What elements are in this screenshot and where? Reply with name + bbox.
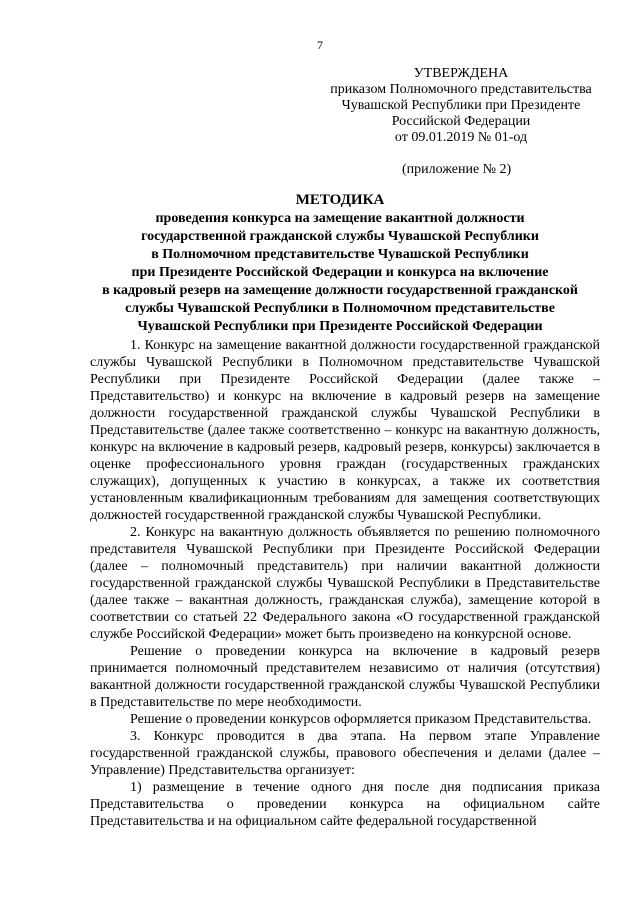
approval-line: Российской Федерации	[391, 114, 531, 129]
approval-heading: УТВЕРЖДЕНА	[413, 66, 509, 81]
approval-line: от 09.01.2019 № 01-од	[394, 130, 528, 145]
body-paragraph: 3. Конкурс проводится в два этапа. На первом этапе Управление государственной гражданской службы, правового обеспечения и делами (далее – Управление) Представительства организует:	[90, 729, 600, 778]
document-subtitle-line: службы Чувашской Республики в Полномочном представительстве	[125, 301, 555, 316]
document-subtitle-line: в кадровый резерв на замещение должности государственной гражданской	[102, 283, 578, 298]
approval-line: Чувашской Республики при Президенте	[341, 98, 581, 113]
approval-stamp	[330, 66, 592, 146]
annex-label: (приложение № 2)	[402, 162, 512, 177]
document-subtitle-line: Чувашской Республики при Президенте Российской Федерации	[137, 319, 543, 334]
body-paragraph: 2. Конкурс на вакантную должность объявляется по решению полномочного представителя Чувашской Республики при Президенте Российской Федерации (далее – полномочный представитель) при наличии вакантной должности государственной гражданской службы Чувашской Республики в Представительстве (далее также – вакантная должность, гражданская служба), замещение которой в соответствии со статьей 22 Федерального закона «О государственной гражданской службе Российской Федерации» может быть произведено на конкурсной основе.	[90, 525, 600, 642]
body-paragraph: Решение о проведении конкурса на включение в кадровый резерв принимается полномочный представителем независимо от наличия (отсутствия) вакантной должности государственной гражданской службы Чувашской Республики в Представительстве по мере необходимости.	[90, 644, 600, 710]
page-number: 7	[317, 38, 323, 52]
document-subtitle-line: при Президенте Российской Федерации и конкурса на включение	[131, 265, 549, 280]
document-body	[90, 337, 600, 830]
document-title: МЕТОДИКА	[295, 192, 385, 208]
document-subtitle-line: в Полномочном представительстве Чувашской Республики	[151, 247, 529, 262]
document-subtitle-line: проведения конкурса на замещение вакантной должности	[155, 211, 525, 226]
body-paragraph: Решение о проведении конкурсов оформляется приказом Представительства.	[130, 712, 592, 727]
approval-line: приказом Полномочного представительства	[330, 82, 592, 97]
body-paragraph: 1. Конкурс на замещение вакантной должности государственной гражданской службы Чувашской Республики в Полномочном представительстве Чувашской Республики при Президенте Российской Федерации (далее также – Представительство) и конкурс на включение в кадровый резерв на замещение должности государственной гражданской службы Чувашской Республики в Представительстве (далее также соответственно – конкурс на вакантную должность, конкурс на включение в кадровый резерв, кадровый резерв, конкурсы) заключается в оценке профессионального уровня граждан (государственных гражданских служащих), допущенных к участию в конкурсах, а также их соответствия установленным квалификационным требованиям для замещения соответствующих должностей государственной гражданской службы Чувашской Республики.	[90, 338, 600, 523]
body-paragraph: 1) размещение в течение одного дня после дня подписания приказа Представительства о проведении конкурса на официальном сайте Представительства и на официальном сайте федеральной государственной	[90, 780, 600, 829]
document-title-block	[90, 192, 590, 336]
document-subtitle-line: государственной гражданской службы Чувашской Республики	[141, 229, 539, 244]
